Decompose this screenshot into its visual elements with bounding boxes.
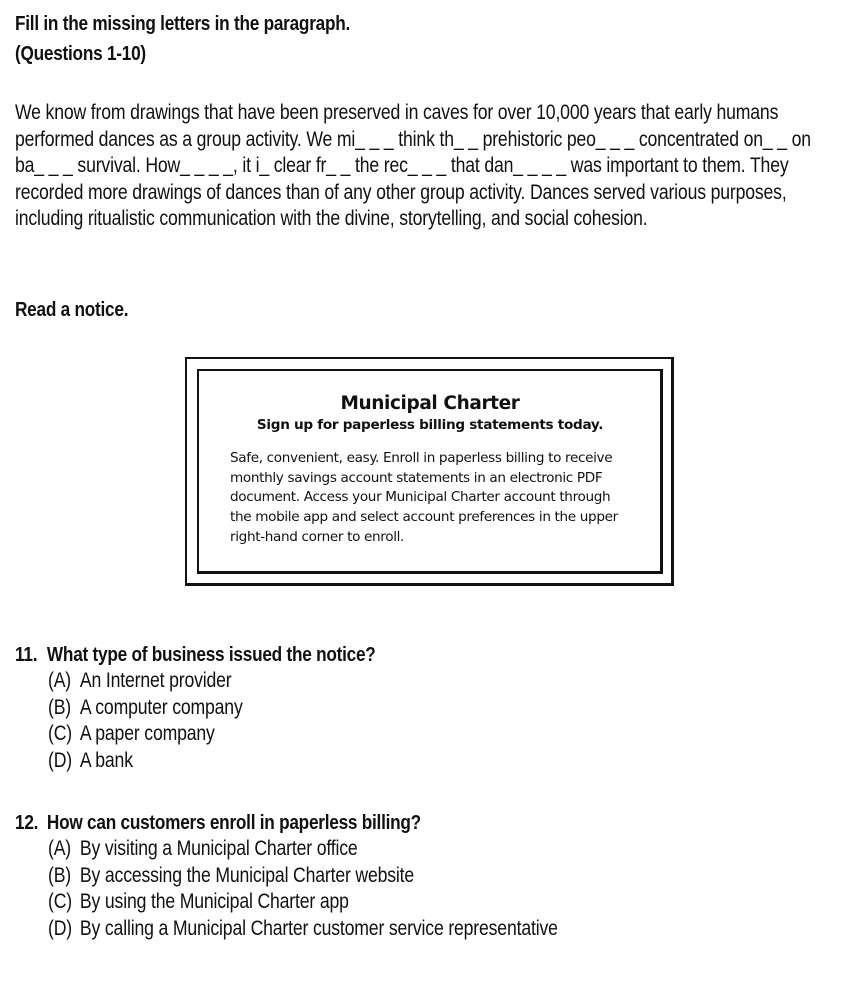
answer-option-c[interactable] [48, 721, 444, 748]
option-text: By accessing the Municipal Charter website [79, 863, 415, 887]
option-text: By visiting a Municipal Charter office [79, 837, 358, 860]
answer-option-b[interactable] [48, 863, 655, 890]
fill-in-paragraph [15, 100, 865, 233]
answer-option-d[interactable] [48, 916, 655, 943]
paragraph-line: including ritualistic communication with the divine, storytelling, and social cohesion. [15, 207, 648, 231]
paragraph-line: recorded more drawings of dances than of any other group activity. Dances served various purposes, [15, 180, 787, 204]
paragraph-line: ba_ _ _ survival. How_ _ _ _, it i_ clear fr_ _ the rec_ _ _ that dan_ _ _ _ was important to them. They [15, 154, 789, 178]
notice-body-line: document. Access your Municipal Charter account through [230, 489, 611, 506]
notice-body-line: right-hand corner to enroll. [230, 528, 405, 545]
answer-option-b[interactable] [48, 695, 444, 722]
option-letter: (A) [48, 837, 72, 860]
notice-subtitle: Sign up for paperless billing statements today. [256, 417, 604, 433]
instructions-line-2: (Questions 1-10) [15, 42, 146, 65]
notice-body-line: monthly savings account statements in an electronic PDF [230, 469, 603, 486]
answer-option-d[interactable] [48, 748, 444, 775]
option-letter: (D) [48, 917, 72, 941]
notice-body-line: Safe, convenient, easy. Enroll in paperless billing to receive [230, 450, 613, 466]
paragraph-line: performed dances as a group activity. We mi_ _ _ think th_ _ prehistoric peo_ _ _ concentrated on_ _ on [15, 127, 811, 151]
question-12 [15, 809, 655, 943]
option-letter: (B) [48, 695, 72, 719]
question-11 [15, 641, 444, 775]
option-letter: (C) [48, 722, 72, 746]
option-text: A computer company [79, 695, 243, 719]
question-number: 12. [15, 811, 39, 834]
option-letter: (A) [48, 669, 72, 692]
instructions-line-1: Fill in the missing letters in the paragraph. [15, 12, 351, 35]
option-letter: (D) [48, 749, 72, 773]
option-text: By calling a Municipal Charter customer service representative [79, 917, 558, 941]
instructions-heading [15, 10, 414, 38]
question-text: What type of business issued the notice? [46, 643, 376, 666]
section-heading [15, 296, 150, 324]
answer-option-c[interactable] [48, 889, 655, 916]
answer-option-a[interactable] [48, 668, 444, 695]
option-text: An Internet provider [79, 669, 232, 692]
read-notice-heading: Read a notice. [15, 298, 129, 321]
option-text: A bank [79, 749, 133, 773]
option-letter: (B) [48, 863, 72, 887]
notice-body [230, 449, 650, 548]
notice-title: Municipal Charter [340, 393, 520, 414]
instructions-subheading [15, 40, 171, 68]
notice-body-line: the mobile app and select account preferences in the upper [230, 509, 618, 526]
option-text: A paper company [79, 722, 215, 746]
option-letter: (C) [48, 890, 72, 914]
paragraph-line: We know from drawings that have been preserved in caves for over 10,000 years that early humans [15, 101, 779, 124]
option-text: By using the Municipal Charter app [79, 890, 349, 914]
question-number: 11. [15, 643, 38, 666]
answer-option-a[interactable] [48, 836, 655, 863]
question-text: How can customers enroll in paperless billing? [46, 811, 421, 834]
